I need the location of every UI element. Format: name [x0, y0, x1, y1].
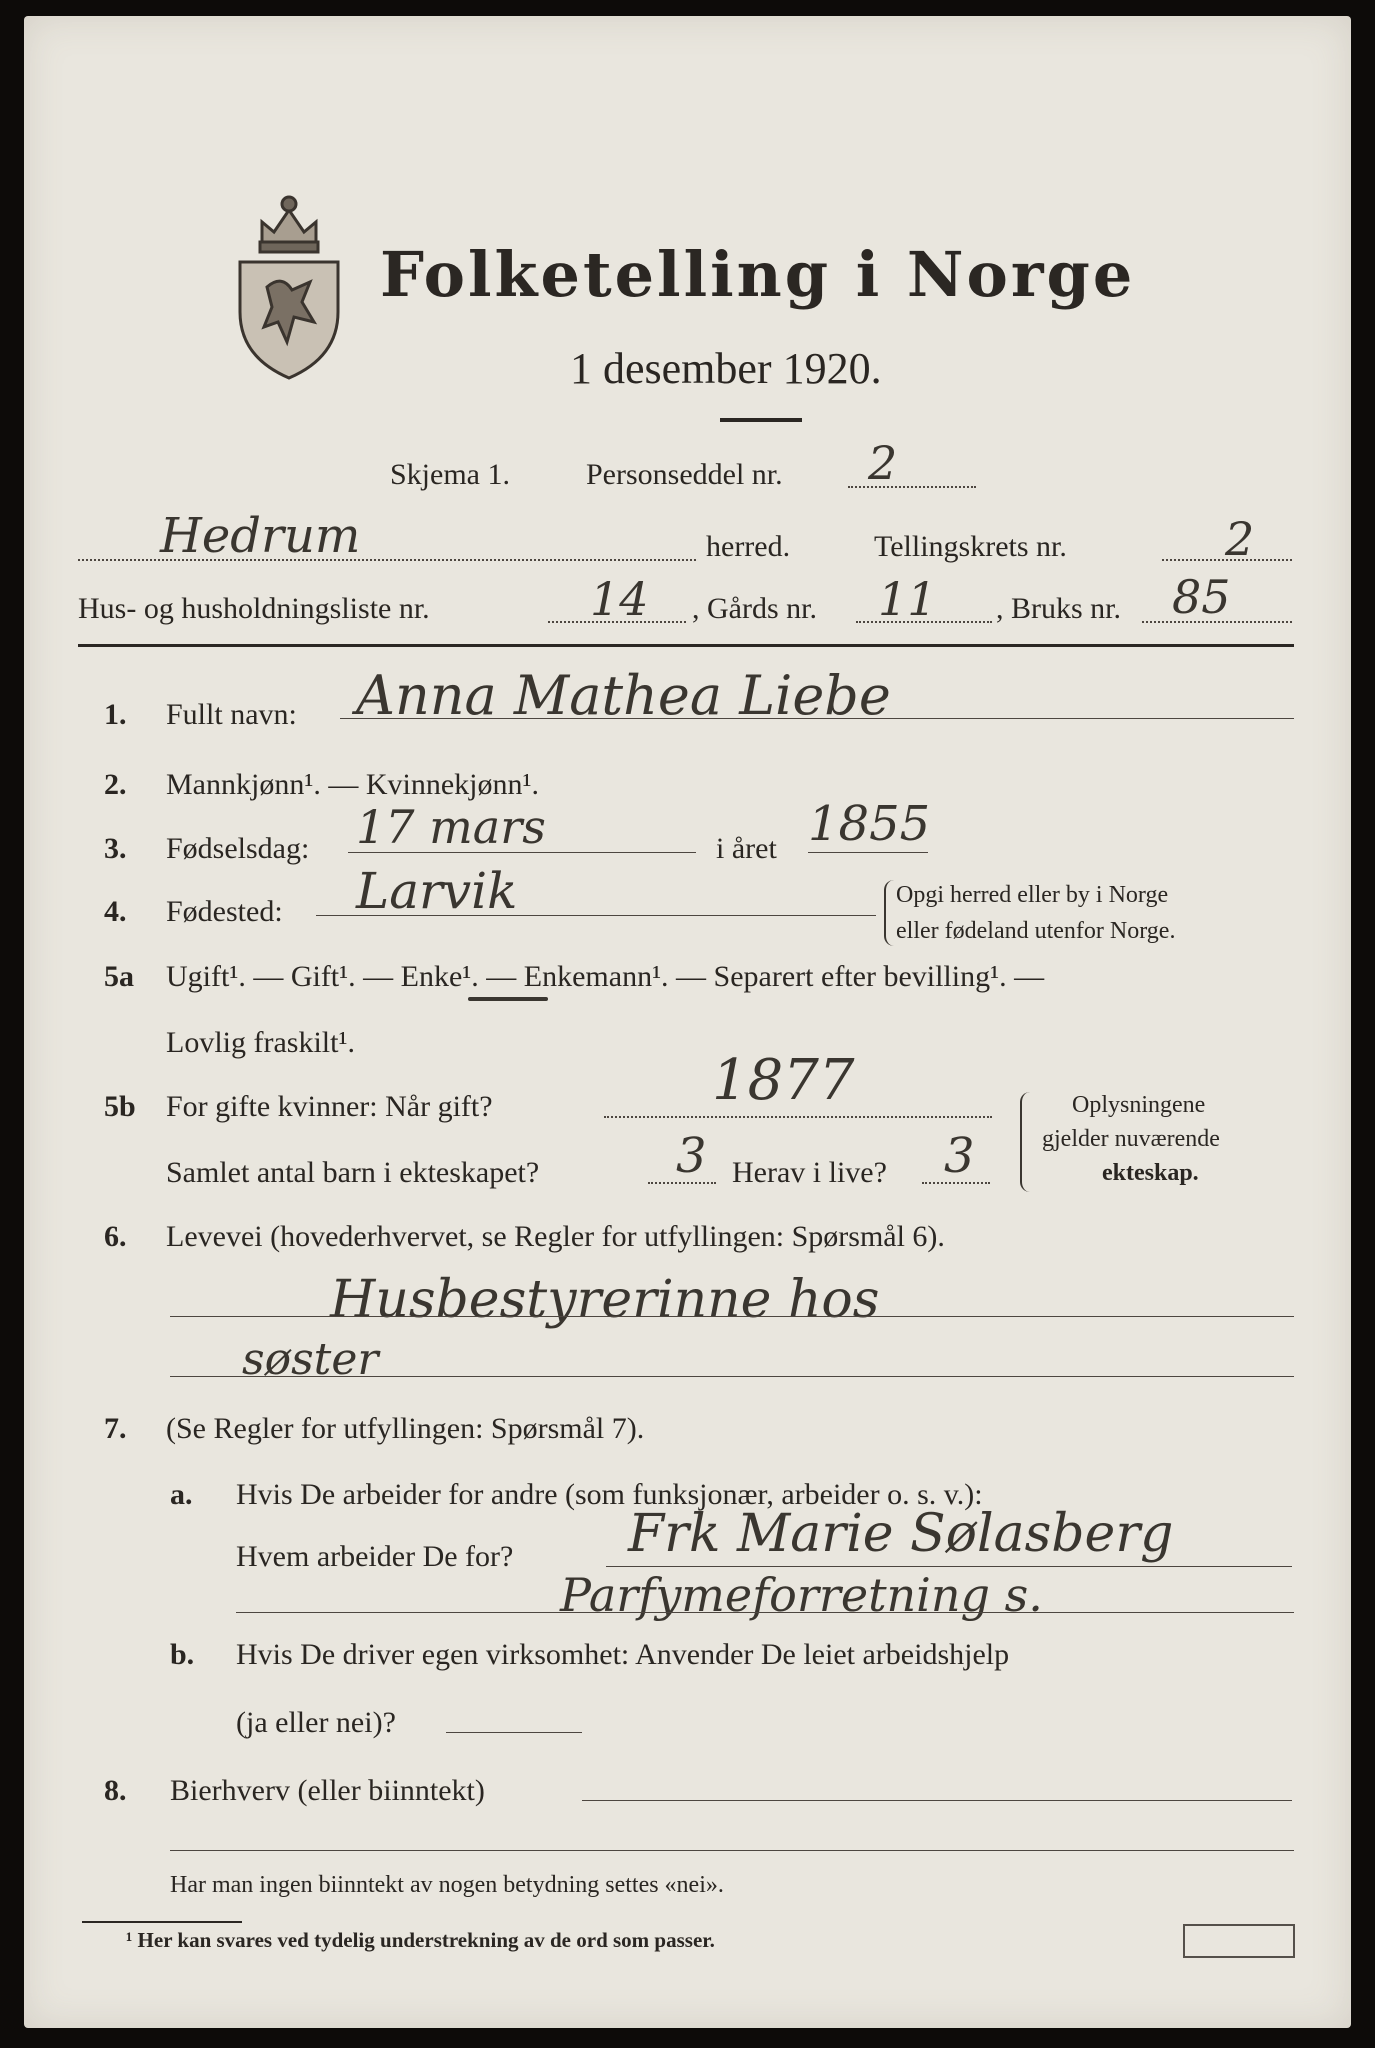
- q3-year-value[interactable]: 1855: [808, 796, 931, 852]
- printer-stamp: [1183, 1924, 1295, 1958]
- q4-value[interactable]: Larvik: [356, 862, 518, 920]
- q5b-alive-label: Herav i live?: [732, 1156, 887, 1189]
- q5a-number: 5a: [104, 960, 134, 993]
- census-date: 1 desember 1920.: [570, 344, 882, 393]
- q6-line1: [170, 1316, 1294, 1317]
- q8-line: [582, 1800, 1292, 1801]
- q3-year-label: i året: [716, 832, 777, 865]
- q8-line2: [170, 1850, 1294, 1851]
- q5a-options[interactable]: Ugift¹. — Gift¹. — Enke¹. — Enkemann¹. — Separert efter bevilling¹. —: [166, 960, 1045, 993]
- q4-number: 4.: [104, 895, 127, 928]
- header-divider: [78, 644, 1294, 647]
- q1-value[interactable]: Anna Mathea Liebe: [356, 664, 891, 727]
- q5b-note-line2: gjelder nuværende: [1042, 1126, 1220, 1152]
- q5b-children-label: Samlet antal barn i ekteskapet?: [166, 1156, 540, 1189]
- gards-label: , Gårds nr.: [692, 592, 817, 625]
- q7-label: (Se Regler for utfyllingen: Spørsmål 7).: [166, 1412, 645, 1445]
- q4-note-bracket: [884, 880, 894, 946]
- q5b-line: [604, 1116, 992, 1118]
- hus-value[interactable]: 14: [590, 572, 649, 626]
- q5b-number: 5b: [104, 1090, 136, 1123]
- enke-underline-mark: [468, 997, 548, 1001]
- q1-number: 1.: [104, 698, 127, 731]
- census-form: [24, 16, 1351, 2028]
- title-divider: [720, 418, 802, 422]
- bruks-label: , Bruks nr.: [996, 592, 1122, 625]
- q3-label: Fødselsdag:: [166, 832, 310, 865]
- herred-line: [78, 559, 696, 561]
- q6-value-line2[interactable]: søster: [242, 1334, 379, 1385]
- q8-number: 8.: [104, 1774, 127, 1807]
- q7-number: 7.: [104, 1412, 127, 1445]
- herred-value[interactable]: Hedrum: [160, 508, 361, 564]
- q7a-value-line2[interactable]: Parfymeforretning s.: [560, 1568, 1043, 1622]
- q7b-line1: Hvis De driver egen virksomhet: Anvender De leiet arbeidshjelp: [236, 1638, 1010, 1671]
- q2-label[interactable]: Mannkjønn¹. — Kvinnekjønn¹.: [166, 768, 539, 801]
- form-title: Folketelling i Norge: [380, 238, 1136, 311]
- personseddel-value[interactable]: 2: [868, 436, 898, 490]
- footnote-divider: [82, 1921, 242, 1923]
- q6-value-line1[interactable]: Husbestyrerinne hos: [330, 1270, 880, 1330]
- q7a-value-line1[interactable]: Frk Marie Sølasberg: [628, 1504, 1174, 1564]
- q4-note-line1: Opgi herred eller by i Norge: [896, 882, 1169, 908]
- tellingskrets-value[interactable]: 2: [1225, 512, 1255, 566]
- skjema-label: Skjema 1.: [390, 458, 510, 491]
- q3-year-line: [808, 852, 928, 853]
- q5a-options-line2[interactable]: Lovlig fraskilt¹.: [166, 1026, 355, 1059]
- q6-line2: [170, 1376, 1294, 1377]
- q5b-note-bracket: [1020, 1092, 1032, 1192]
- q8-label: Bierhverv (eller biinntekt): [170, 1774, 485, 1807]
- q4-label: Fødested:: [166, 895, 283, 928]
- hus-label: Hus- og husholdningsliste nr.: [78, 592, 430, 625]
- q7b-letter: b.: [170, 1638, 195, 1671]
- coat-of-arms-icon: [232, 182, 346, 382]
- q7b-answer-line: [446, 1732, 582, 1733]
- personseddel-label: Personseddel nr.: [586, 458, 783, 491]
- gards-value[interactable]: 11: [878, 572, 937, 626]
- q3-value[interactable]: 17 mars: [356, 800, 546, 854]
- q7a-line2: Hvem arbeider De for?: [236, 1540, 514, 1573]
- note-text: Har man ingen biinntekt av nogen betydning settes «nei».: [170, 1872, 724, 1898]
- q7a-line2: [236, 1612, 1294, 1613]
- q7a-line1: Hvis De arbeider for andre (som funksjonær, arbeider o. s. v.):: [236, 1478, 983, 1511]
- q4-note-line2: eller fødeland utenfor Norge.: [896, 918, 1176, 944]
- q3-number: 3.: [104, 832, 127, 865]
- tellingskrets-label: Tellingskrets nr.: [874, 530, 1067, 563]
- q7a-letter: a.: [170, 1478, 193, 1511]
- q7b-line2: (ja eller nei)?: [236, 1706, 396, 1739]
- q6-label: Levevei (hovederhvervet, se Regler for utfyllingen: Spørsmål 6).: [166, 1220, 945, 1253]
- footnote: ¹ Her kan svares ved tydelig understrekning av de ord som passer.: [126, 1928, 715, 1952]
- q5b-value[interactable]: 1877: [712, 1048, 855, 1113]
- q2-number: 2.: [104, 768, 127, 801]
- herred-label: herred.: [706, 530, 791, 563]
- q1-label: Fullt navn:: [166, 698, 297, 731]
- q6-number: 6.: [104, 1220, 127, 1253]
- q7a-line: [606, 1566, 1292, 1567]
- q5b-label: For gifte kvinner: Når gift?: [166, 1090, 493, 1123]
- q5b-children-value[interactable]: 3: [676, 1128, 707, 1184]
- bruks-value[interactable]: 85: [1172, 570, 1231, 624]
- q5b-alive-value[interactable]: 3: [944, 1128, 975, 1184]
- q5b-note-line1: Oplysningene: [1072, 1092, 1206, 1118]
- q5b-note-line3: ekteskap.: [1102, 1160, 1199, 1186]
